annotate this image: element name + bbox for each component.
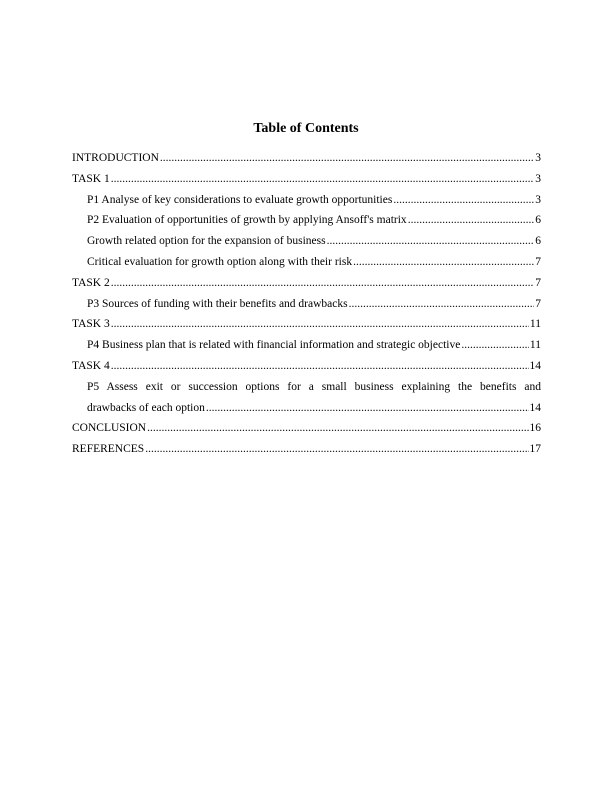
toc-entry-critical-evaluation[interactable] bbox=[72, 252, 541, 273]
toc-entry-label: INTRODUCTION bbox=[72, 152, 159, 164]
toc-entry-label-line-1: P5 Assess exit or succession options for a small business explaining the benefits and bbox=[87, 380, 541, 393]
toc-entry-label: TASK 1 bbox=[72, 172, 110, 185]
toc-entry-introduction[interactable] bbox=[72, 148, 541, 169]
toc-entry-task-2[interactable] bbox=[72, 273, 541, 294]
dot-leader bbox=[145, 439, 528, 460]
toc-list bbox=[72, 148, 541, 460]
dot-leader bbox=[461, 335, 529, 356]
toc-entry-label: P2 Evaluation of opportunities of growth by applying Ansoff's matrix bbox=[87, 214, 407, 227]
toc-entry-label: Growth related option for the expansion of business bbox=[87, 235, 326, 248]
dot-leader bbox=[349, 294, 535, 315]
toc-page-number: 14 bbox=[529, 359, 541, 372]
toc-entry-label-line-2: drawbacks of each option bbox=[87, 401, 205, 414]
toc-page-number: 11 bbox=[529, 339, 541, 352]
toc-entry-label: CONCLUSION bbox=[72, 422, 147, 435]
toc-page-number: 11 bbox=[529, 318, 541, 331]
dot-leader bbox=[111, 356, 529, 377]
toc-page-number: 14 bbox=[529, 401, 541, 414]
toc-page-number: 6 bbox=[535, 214, 541, 227]
dot-leader bbox=[160, 148, 534, 169]
toc-page-number: 7 bbox=[535, 297, 541, 310]
toc-entry-label: TASK 4 bbox=[72, 359, 110, 372]
dot-leader bbox=[111, 273, 535, 294]
dot-leader bbox=[111, 169, 535, 190]
toc-page-number: 17 bbox=[529, 443, 541, 456]
toc-entry-label: REFERENCES bbox=[72, 443, 145, 456]
toc-entry-task-4[interactable] bbox=[72, 356, 541, 377]
dot-leader bbox=[408, 210, 535, 231]
toc-page-number: 7 bbox=[535, 276, 541, 289]
toc-page-number: 3 bbox=[535, 193, 541, 206]
toc-entry-label: P3 Sources of funding with their benefits and drawbacks bbox=[87, 297, 348, 310]
dot-leader bbox=[393, 190, 534, 211]
toc-entry-p4[interactable] bbox=[72, 335, 541, 356]
toc-page-number: 3 bbox=[535, 152, 541, 164]
dot-leader bbox=[327, 231, 535, 252]
dot-leader bbox=[206, 398, 529, 419]
toc-entry-p2[interactable] bbox=[72, 210, 541, 231]
toc-entry-task-3[interactable] bbox=[72, 314, 541, 335]
dot-leader bbox=[147, 418, 528, 439]
toc-page-number: 7 bbox=[535, 255, 541, 268]
toc-entry-conclusion[interactable] bbox=[72, 418, 541, 439]
toc-entry-growth-option[interactable] bbox=[72, 231, 541, 252]
toc-entry-label: Critical evaluation for growth option along with their risk bbox=[87, 255, 353, 268]
toc-entry-task-1[interactable] bbox=[72, 169, 541, 190]
dot-leader bbox=[111, 314, 529, 335]
toc-entry-p3[interactable] bbox=[72, 294, 541, 315]
dot-leader bbox=[353, 252, 534, 273]
toc-entry-label: TASK 2 bbox=[72, 276, 110, 289]
toc-page-number: 16 bbox=[529, 422, 541, 435]
toc-entry-label: P4 Business plan that is related with financial information and strategic objective bbox=[87, 339, 461, 352]
toc-entry-label: TASK 3 bbox=[72, 318, 110, 331]
toc-page-number: 6 bbox=[535, 235, 541, 248]
toc-entry-label-line-2-row bbox=[87, 398, 541, 419]
page-title: Table of Contents bbox=[253, 121, 359, 136]
toc-page-number: 3 bbox=[535, 172, 541, 185]
toc-entry-references[interactable] bbox=[72, 439, 541, 460]
toc-entry-p1[interactable] bbox=[72, 190, 541, 211]
toc-entry-p5[interactable] bbox=[72, 377, 541, 419]
toc-entry-label: P1 Analyse of key considerations to evaluate growth opportunities bbox=[87, 193, 393, 206]
